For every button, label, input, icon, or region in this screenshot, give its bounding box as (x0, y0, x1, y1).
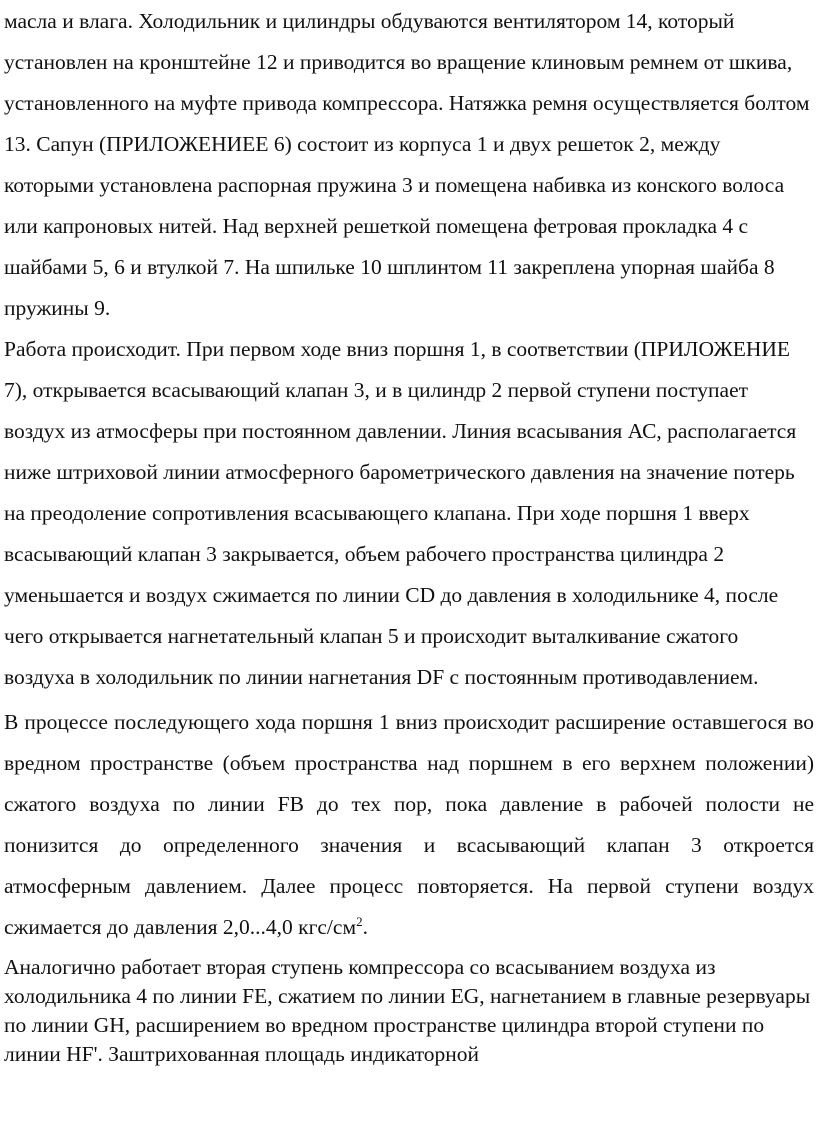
document-page (4, 0, 814, 1069)
paragraph-3-text: В процессе последующего хода поршня 1 вниз происходит расширение оставшегося во вредном пространстве (объем пространства над поршнем в его верхнем положении) сжатого воздуха по линии FB до тех пор, пока давление в рабочей полости не понизится до определенного значения и всасывающий клапан 3 откроется атмосферным давлением. Далее процесс повторяется. На первой ступени воздух сжимается до давления 2,0...4,0 кгс/см (4, 710, 814, 939)
paragraph-2: Работа происходит. При первом ходе вниз поршня 1, в соответствии (ПРИЛОЖЕНИЕ 7), открывается всасывающий клапан 3, и в цилиндр 2 первой ступени поступает воздух из атмосферы при постоянном давлении. Линия всасывания АС, располагается ниже штриховой линии атмосферного барометрического давления на значение потерь на преодоление сопротивления всасывающего клапана. При ходе поршня 1 вверх всасывающий клапан 3 закрывается, объем рабочего пространства цилиндра 2 уменьшается и воздух сжимается по линии CD до давления в холодильнике 4, после чего открывается нагнетательный клапан 5 и происходит выталкивание сжатого воздуха в холодильник по линии нагнетания DF с постоянным противодавлением. (4, 337, 797, 689)
paragraph-4: Аналогично работает вторая ступень компрессора со всасыванием воздуха из холодильника 4 по линии FE, сжатием по линии EG, нагнетанием в главные резервуары по линии GH, расширением во вредном пространстве цилиндра второй ступени по линии HF'. Заштрихованная площадь индикаторной (4, 955, 811, 1066)
paragraph-1: масла и влага. Холодильник и цилиндры обдуваются вентилятором 14, который установлен на кронштейне 12 и приводится во вращение клиновым ремнем от шкива, установленного на муфте привода компрессора. Натяжка ремня осуществляется болтом 13. Сапун (ПРИЛОЖЕНИЕЕ 6) состоит из корпуса 1 и двух решеток 2, между которыми установлена распорная пружина 3 и помещена набивка из конского волоса или капроновых нитей. Над верхней решеткой помещена фетровая прокладка 4 с шайбами 5, 6 и втулкой 7. На шпильке 10 шплинтом 11 закреплена упорная шайба 8 пружины 9. (4, 9, 810, 320)
paragraph-3-end: . (362, 915, 368, 939)
paragraph-3 (4, 702, 814, 948)
unit-superscript: 2 (356, 913, 363, 929)
